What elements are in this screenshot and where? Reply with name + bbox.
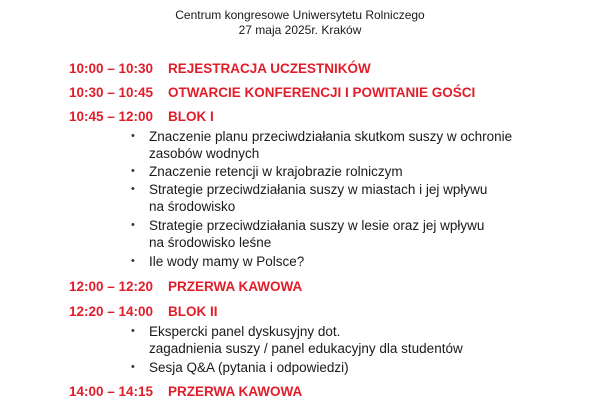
schedule-title: BLOK I xyxy=(168,108,214,124)
list-item-text: na środowisko leśne xyxy=(149,235,272,250)
bullet-icon: • xyxy=(131,165,135,177)
schedule-row-block-2 xyxy=(69,301,218,321)
list-item xyxy=(131,359,591,376)
schedule-time: 10:45 – 12:00 xyxy=(69,108,154,124)
bullet-icon: • xyxy=(131,325,135,337)
list-item xyxy=(131,323,591,357)
list-item-text: Znaczenie retencji w krajobrazie rolniczym xyxy=(149,164,403,179)
schedule-time: 14:00 – 14:15 xyxy=(69,383,154,399)
list-item-text: Ile wody mamy w Polsce? xyxy=(149,254,305,269)
venue-text: Centrum kongresowe Uniwersytetu Rolniczego xyxy=(175,8,425,22)
list-item-text: zagadnienia suszy / panel edukacyjny dla studentów xyxy=(149,341,463,356)
list-item xyxy=(131,181,591,215)
schedule-row-coffee-break-2 xyxy=(69,381,302,400)
list-item-text: Strategie przeciwdziałania suszy w lesie oraz jej wpływu xyxy=(149,218,485,233)
schedule-time: 12:00 – 12:20 xyxy=(69,278,154,294)
list-item-text: na środowisko xyxy=(149,199,236,214)
schedule-title: REJESTRACJA UCZESTNIKÓW xyxy=(168,60,371,76)
bullet-icon: • xyxy=(131,130,135,142)
schedule-title: PRZERWA KAWOWA xyxy=(168,278,303,294)
schedule-title: BLOK II xyxy=(168,303,218,319)
schedule-time: 12:20 – 14:00 xyxy=(69,303,154,319)
schedule-time: 10:30 – 10:45 xyxy=(69,84,154,100)
list-item-text: Ekspercki panel dyskusyjny dot. xyxy=(149,324,341,339)
list-item-text: zasobów wodnych xyxy=(149,146,260,161)
schedule-row-opening xyxy=(69,82,475,102)
bullet-icon: • xyxy=(131,183,135,195)
list-item xyxy=(131,128,591,162)
list-item xyxy=(131,163,591,180)
schedule-title: OTWARCIE KONFERENCJI I POWITANIE GOŚCI xyxy=(168,84,476,100)
list-item-text: Znaczenie planu przeciwdziałania skutkom suszy w ochronie xyxy=(149,129,513,144)
list-item-text: Sesja Q&A (pytania i odpowiedzi) xyxy=(149,360,349,375)
bullet-icon: • xyxy=(131,219,135,231)
schedule-row-block-1 xyxy=(69,106,214,126)
event-header xyxy=(0,8,600,38)
schedule-title: PRZERWA KAWOWA xyxy=(168,383,303,399)
schedule-row-coffee-break-1 xyxy=(69,276,302,296)
schedule-time: 10:00 – 10:30 xyxy=(69,60,154,76)
list-item-text: Strategie przeciwdziałania suszy w miastach i jej wpływu xyxy=(149,182,488,197)
list-item xyxy=(131,217,591,251)
bullet-icon: • xyxy=(131,255,135,267)
list-item xyxy=(131,253,591,270)
date-text: 27 maja 2025r. Kraków xyxy=(238,23,362,37)
schedule-row-registration xyxy=(69,58,371,78)
bullet-icon: • xyxy=(131,361,135,373)
